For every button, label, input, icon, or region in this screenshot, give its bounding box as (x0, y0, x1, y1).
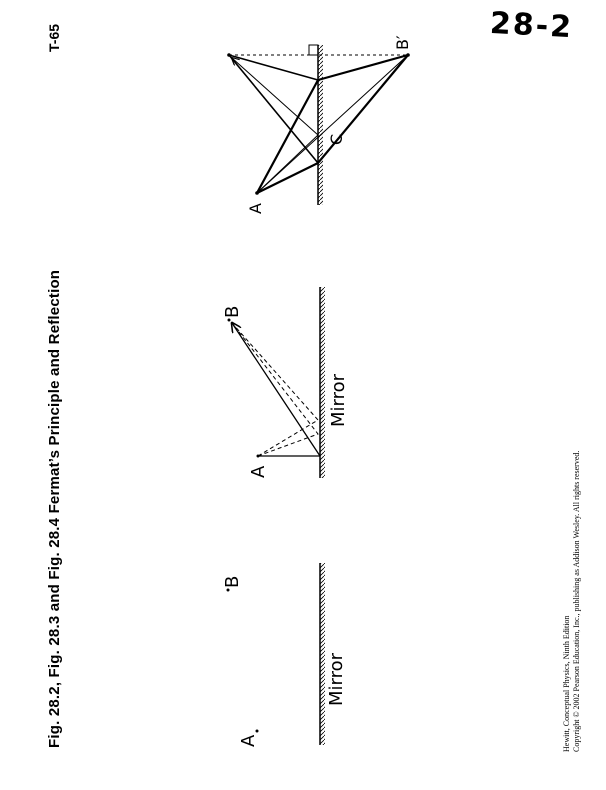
page-id: T-65 (46, 23, 62, 52)
credit-line-1: Hewitt, Conceptual Physics, Ninth Edition (562, 615, 571, 752)
point-b-dot (227, 589, 230, 592)
incident-ray (257, 135, 318, 193)
actual-reflected-ray (232, 58, 318, 135)
reflected-path-1 (229, 55, 318, 163)
point-b-dot (227, 53, 231, 57)
fig-28-3-mirror-label: Mirror (328, 373, 349, 427)
point-a-dot (256, 730, 259, 733)
credit-block (562, 451, 582, 752)
point-b-prime-dot (406, 53, 410, 57)
right-angle-mark (309, 45, 318, 55)
fig-28-4-label-b-prime: B′ (393, 35, 412, 50)
fig-28-3-label-a: A (248, 465, 269, 478)
point-b-dot (228, 319, 231, 322)
figure-28-2 (227, 563, 326, 745)
fig-28-3-label-b: B (222, 305, 243, 318)
fig-28-4-label-c: C (327, 133, 346, 145)
reflected-ray (232, 323, 320, 456)
fig-28-4-label-a: A (246, 203, 265, 214)
fig-28-2-label-b: B (222, 575, 243, 588)
handwritten-note: 28-2 (489, 5, 574, 46)
credit-line-2: Copyright © 2002 Pearson Education, Inc., publishing as Addison Wesley. All rights reserved. (572, 450, 581, 752)
point-a-dot (255, 191, 259, 195)
figure-title: Fig. 28.2, Fig. 28.3 and Fig. 28.4 Fermat’s Principle and Reflection (46, 269, 63, 748)
fig-28-2-label-a: A (238, 734, 259, 747)
mirror-hatching (320, 287, 325, 478)
mirror-hatching (318, 45, 323, 205)
figure-28-4 (227, 45, 410, 205)
mirror-hatching (320, 563, 325, 745)
fig-28-2-mirror-label: Mirror (326, 652, 347, 706)
